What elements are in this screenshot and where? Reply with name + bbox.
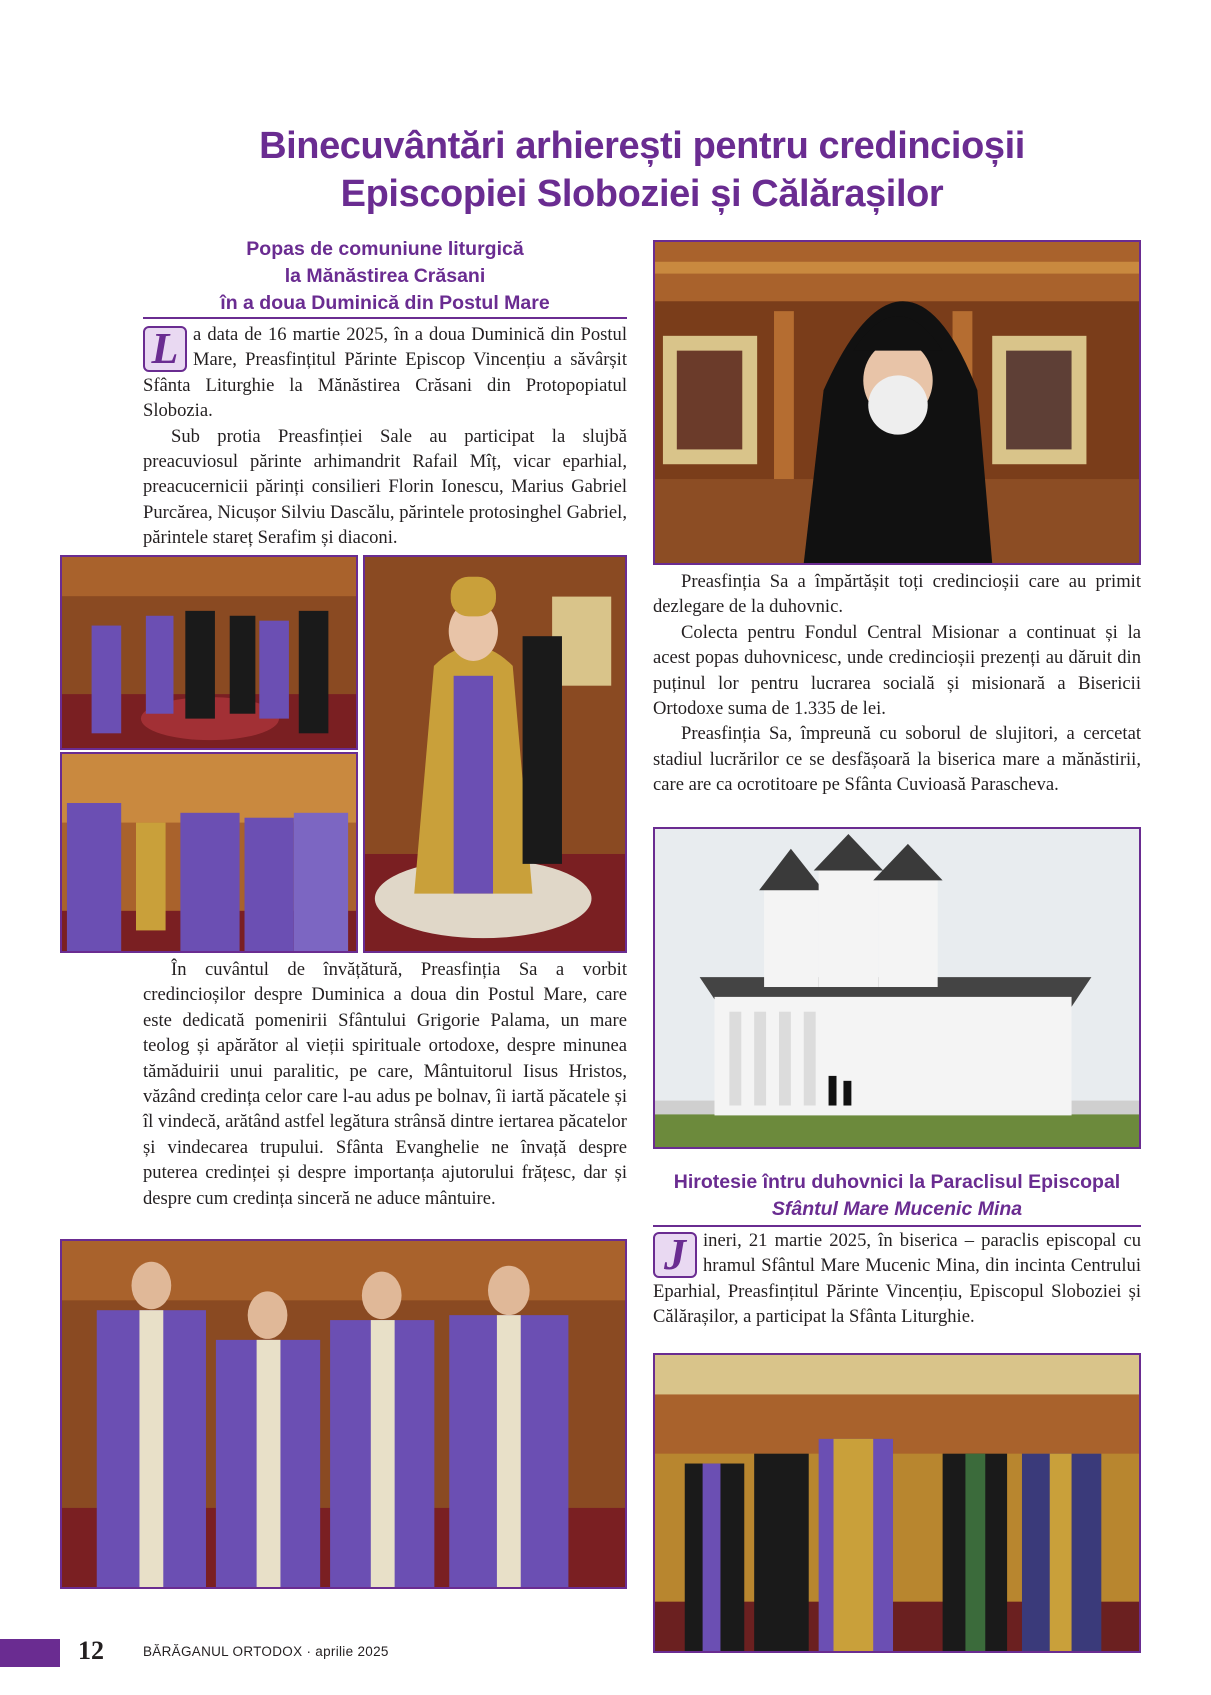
photo-clergy-iconostasis [60,752,358,953]
photo-four-confessors [60,1239,627,1589]
article-title [120,122,1164,218]
paragraph: Sub protia Preasfinției Sale au participat la slujbă preacuviosul părinte arhimandrit Rafail Mîț, vicar eparhial, preacucernicii părinți consilieri Florin Ionescu, Marius Gabriel Purcărea, Nicușor Silviu Dascălu, părintele protosinghel Gabriel, părintele stareț Serafim și diaconi. [143,425,627,549]
section2-rule [653,1225,1141,1227]
paragraph: În cuvântul de învățătură, Preasfinția Sa a vorbit credincioșilor despre Duminica a doua din Postul Mare, care este dedicată pomenirii Sfântului Grigorie Palama, un mare teolog și apărător al vieții spirituale ortodoxe, despre minunea tămăduirii unui paralitic, pe care, Mântuitorul Iisus Hristos, văzând credința celor care l-au adus pe bolnav, îi iartă păcatele și îl vindecă, arătând astfel legătura strânsă dintre iertarea păcatelor și vindecarea trupului. Sfânta Evanghelie ne învață despre puterea credinței și despre importanța ajutorului frățesc, dar și despre cum credința sinceră ne aduce mântuire. [143,959,627,1209]
title-line-1: Binecuvântări arhierești pentru credincioșii [259,125,1025,167]
photo-bishop-vestments [363,555,627,953]
paragraph-text: a data de 16 martie 2025, în a doua Duminică din Postul Mare, Preasfințitul Părinte Episcop Vincențiu a săvârșit Sfânta Liturghie la Mănăstirea Crăsani din Protopopiatul Slobozia. [143,324,627,422]
section2-heading-line: Hirotesie întru duhovnici la Paraclisul Episcopal [673,1171,1121,1193]
paragraph-text: ineri, 21 martie 2025, în biserica – paraclis episcopal cu hramul Sfântul Mare Mucenic Mina, din incinta Centrului Eparhial, Preasfințitul Părinte Vincențiu, Episcopul Sloboziei și Călărașilor, a participat la Sfânta Liturghie. [653,1230,1141,1328]
section1-heading [143,236,627,317]
publication-footer: BĂRĂGANUL ORTODOX · aprilie 2025 [143,1644,389,1659]
paragraph [653,1228,1141,1330]
section1-heading-line: Popas de comuniune liturgică [246,238,524,260]
section1-right-text [653,569,1141,798]
photo-chapel-clergy [653,1353,1141,1653]
photo-bishop-speaking [653,240,1141,565]
section1-heading-line: în a doua Duminică din Postul Mare [220,292,550,314]
paragraph: Colecta pentru Fondul Central Misionar a continuat și la acest popas duhovnicesc, unde credincioșii prezenți au dăruit din puținul lor pentru lucrarea socială și misionară a Bisericii Ortodoxe suma de 1.335 de lei. [653,621,1141,720]
section1-intro-text [143,322,627,551]
paragraph: Preasfinția Sa, împreună cu soborul de slujitori, a cercetat stadiul lucrărilor ce se desfășoară la biserica mare a mănăstirii, care are ca ocrotitoare pe Sfânta Cuvioasă Parascheva. [653,723,1141,796]
photo-monastery-church [653,827,1141,1149]
drop-cap: L [143,326,187,372]
section1-sermon-text [143,957,627,1211]
footer-accent-bar [0,1639,60,1667]
drop-cap: J [653,1232,697,1278]
section2-heading [653,1169,1141,1223]
photo-clergy-liturgy [60,555,358,750]
section2-heading-line: Sfântul Mare Mucenic Mina [771,1198,1023,1220]
page-number: 12 [78,1636,104,1665]
section1-heading-line: la Mănăstirea Crăsani [284,265,486,287]
title-line-2: Episcopiei Sloboziei și Călărașilor [340,173,944,215]
paragraph [143,322,627,424]
section2-text [653,1228,1141,1330]
paragraph: Preasfinția Sa a împărtășit toți credincioșii care au primit dezlegare de la duhovnic. [653,571,1141,618]
section1-rule [143,317,627,319]
